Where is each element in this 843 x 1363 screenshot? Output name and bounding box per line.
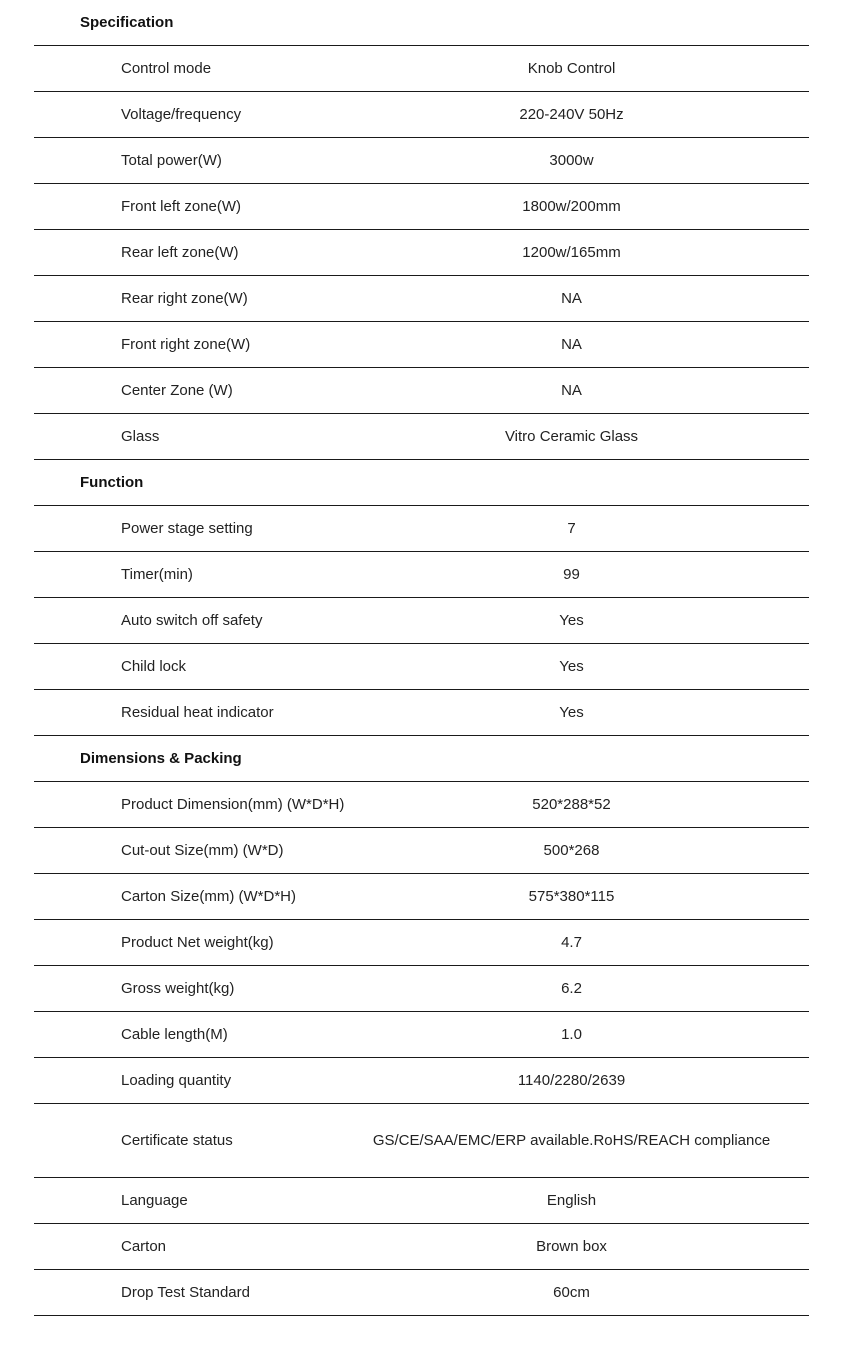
row-label: Certificate status xyxy=(121,1132,233,1149)
row-value: GS/CE/SAA/EMC/ERP available.RoHS/REACH compliance xyxy=(372,1132,771,1149)
table-row xyxy=(34,414,809,460)
section-title: Specification xyxy=(80,14,174,31)
row-value: 220-240V 50Hz xyxy=(519,106,624,123)
row-value: 520*288*52 xyxy=(532,796,611,813)
table-row xyxy=(34,230,809,276)
row-label: Rear right zone(W) xyxy=(121,290,248,307)
table-row xyxy=(34,874,809,920)
row-label: Timer(min) xyxy=(121,566,193,583)
row-value: NA xyxy=(561,382,582,399)
table-row xyxy=(34,552,809,598)
row-value: 500*268 xyxy=(543,842,600,859)
row-value: Brown box xyxy=(536,1238,607,1255)
row-label: Drop Test Standard xyxy=(121,1284,250,1301)
row-value: 3000w xyxy=(549,152,594,169)
table-row xyxy=(34,966,809,1012)
table-row xyxy=(34,782,809,828)
row-label: Cut-out Size(mm) (W*D) xyxy=(121,842,284,859)
table-row xyxy=(34,1178,809,1224)
row-label: Carton Size(mm) (W*D*H) xyxy=(121,888,297,905)
table-row xyxy=(34,828,809,874)
table-row xyxy=(34,92,809,138)
table-row xyxy=(34,690,809,736)
section-title: Dimensions & Packing xyxy=(80,750,242,767)
row-label: Cable length(M) xyxy=(121,1026,228,1043)
section-header-dimensions-packing xyxy=(34,736,809,782)
table-row xyxy=(34,1224,809,1270)
table-row xyxy=(34,46,809,92)
table-row xyxy=(34,322,809,368)
row-label: Power stage setting xyxy=(121,520,253,537)
table-row xyxy=(34,1058,809,1104)
row-label: Center Zone (W) xyxy=(121,382,233,399)
section-header-function xyxy=(34,460,809,506)
row-label: Loading quantity xyxy=(121,1072,232,1089)
row-value: 1200w/165mm xyxy=(522,244,621,261)
row-value: Yes xyxy=(559,612,584,629)
row-label: Auto switch off safety xyxy=(121,612,263,629)
table-row xyxy=(34,184,809,230)
row-value: NA xyxy=(561,290,582,307)
table-row xyxy=(34,1012,809,1058)
row-label: Product Dimension(mm) (W*D*H) xyxy=(121,796,345,813)
row-value: 99 xyxy=(563,566,580,583)
row-value: 6.2 xyxy=(561,980,582,997)
row-label: Glass xyxy=(121,428,160,445)
row-value: English xyxy=(546,1192,597,1209)
row-value: 1.0 xyxy=(561,1026,582,1043)
row-label: Gross weight(kg) xyxy=(121,980,235,997)
table-row xyxy=(34,920,809,966)
row-value: NA xyxy=(561,336,582,353)
table-row xyxy=(34,1104,809,1178)
row-value: Yes xyxy=(559,704,584,721)
table-row xyxy=(34,1270,809,1316)
table-row xyxy=(34,276,809,322)
row-value: 575*380*115 xyxy=(528,888,615,905)
table-row xyxy=(34,598,809,644)
row-label: Child lock xyxy=(121,658,187,675)
row-label: Language xyxy=(121,1192,188,1209)
row-value: Knob Control xyxy=(527,60,616,77)
row-label: Front left zone(W) xyxy=(121,198,242,215)
spec-table xyxy=(34,0,809,1316)
table-row xyxy=(34,644,809,690)
table-row xyxy=(34,138,809,184)
row-value: 1800w/200mm xyxy=(522,198,621,215)
row-value: Yes xyxy=(559,658,584,675)
row-label: Residual heat indicator xyxy=(121,704,274,721)
table-row xyxy=(34,368,809,414)
row-label: Product Net weight(kg) xyxy=(121,934,274,951)
table-row xyxy=(34,506,809,552)
row-value: 4.7 xyxy=(561,934,582,951)
row-label: Rear left zone(W) xyxy=(121,244,239,261)
row-value: 60cm xyxy=(553,1284,590,1301)
row-value: Vitro Ceramic Glass xyxy=(504,428,639,445)
section-header-specification xyxy=(34,0,809,46)
row-value: 1140/2280/2639 xyxy=(517,1072,626,1089)
row-label: Carton xyxy=(121,1238,167,1255)
row-label: Control mode xyxy=(121,60,212,77)
section-title: Function xyxy=(80,474,144,491)
row-value: 7 xyxy=(567,520,576,537)
row-label: Voltage/frequency xyxy=(121,106,242,123)
row-label: Total power(W) xyxy=(121,152,222,169)
row-label: Front right zone(W) xyxy=(121,336,251,353)
